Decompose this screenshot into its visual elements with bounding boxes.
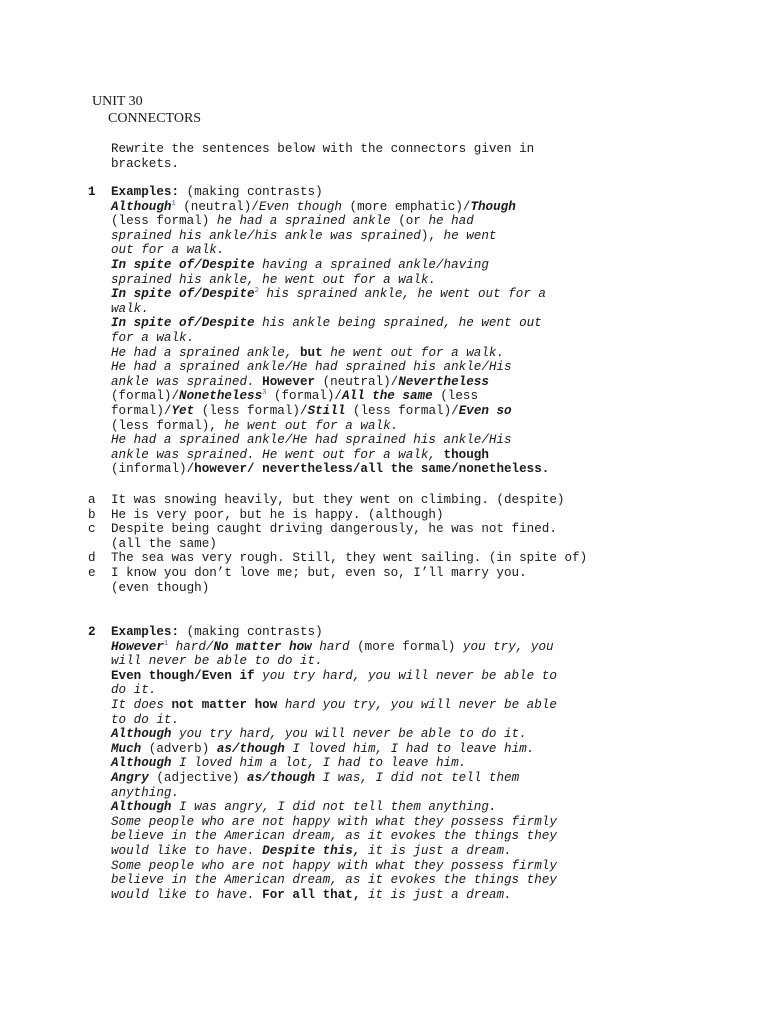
text-line: Examples: (making contrasts) <box>111 185 323 199</box>
text-line: Examples: (making contrasts) <box>111 625 323 639</box>
text-line: ankle was sprained. He went out for a walk, though <box>111 447 489 462</box>
exercise-list <box>88 493 608 595</box>
text-line: It does not matter how hard you try, you will never be able <box>111 697 557 712</box>
section-2-examples <box>111 625 608 902</box>
exercise-item <box>88 522 608 551</box>
text-line: sprained his ankle, he went out for a walk. <box>111 272 436 287</box>
text-line: He had a sprained ankle/He had sprained his ankle/His <box>111 433 512 448</box>
text-line: Even though/Even if you try hard, you will never be able to <box>111 668 557 683</box>
text-line: brackets. <box>111 156 180 171</box>
text-line: In spite of/Despite$^2$ his sprained ankle, he went out for a <box>111 286 546 302</box>
text-line: (formal)/Nonetheless$^3$ (formal)/All the same (less <box>111 389 479 404</box>
text-line: Despite being caught driving dangerously, he was not fined. <box>111 522 557 537</box>
text-line: It was snowing heavily, but they went on climbing. (despite) <box>111 493 565 507</box>
text-line: would like to have. For all that, it is just a dream. <box>111 887 512 902</box>
exercise-item <box>88 566 608 595</box>
exercise-letter: e <box>88 565 96 580</box>
text-line: walk. <box>111 301 149 316</box>
exercise-text <box>111 566 608 595</box>
text-line: He is very poor, but he is happy. (although) <box>111 507 444 522</box>
exercise-letter: b <box>88 507 96 522</box>
exercise-text <box>111 551 608 566</box>
text-line: to do it. <box>111 712 180 727</box>
text-line: Although you try hard, you will never be able to do it. <box>111 727 527 742</box>
text-line: believe in the American dream, as it evokes the things they <box>111 873 557 888</box>
text-line: Much (adverb) as/though I loved him, I had to leave him. <box>111 741 535 756</box>
section-number: 1 <box>88 185 96 199</box>
instructions <box>111 142 591 171</box>
text-line: The sea was very rough. Still, they went sailing. (in spite of) <box>111 551 588 566</box>
exercise-text <box>111 522 608 551</box>
text-line: out for a walk. <box>111 243 225 258</box>
text-line: will never be able to do it. <box>111 654 323 669</box>
text-line: (less formal), he went out for a walk. <box>111 418 399 433</box>
text-line: would like to have. Despite this, it is just a dream. <box>111 843 512 858</box>
text-line: do it. <box>111 683 157 698</box>
text-line: He had a sprained ankle/He had sprained his ankle/His <box>111 360 512 375</box>
unit-heading: UNIT 30 <box>92 94 143 109</box>
text-line: In spite of/Despite having a sprained ankle/having <box>111 257 489 272</box>
text-line: (less formal) he had a sprained ankle (or he had <box>111 214 474 229</box>
text-line: (all the same) <box>111 536 217 551</box>
exercise-letter: c <box>88 522 96 537</box>
exercise-item <box>88 508 608 523</box>
page-title: CONNECTORS <box>108 111 202 126</box>
text-line: However$^1$ hard/No matter how hard (more formal) you try, you <box>111 639 554 654</box>
text-line: Angry (adjective) as/though I was, I did not tell them <box>111 770 520 785</box>
text-line: In spite of/Despite his ankle being sprained, he went out <box>111 316 542 331</box>
text-line: Although I was angry, I did not tell them anything. <box>111 800 497 815</box>
text-line: ankle was sprained. However (neutral)/Nevertheless <box>111 374 489 389</box>
text-line: formal)/Yet (less formal)/Still (less formal)/Even so <box>111 403 512 418</box>
text-line: Some people who are not happy with what they possess firmly <box>111 858 557 873</box>
text-line: for a walk. <box>111 330 195 345</box>
text-line: (even though) <box>111 580 210 595</box>
section-2 <box>88 625 608 902</box>
exercise-item <box>88 551 608 566</box>
text-line: Rewrite the sentences below with the connectors given in <box>111 142 535 156</box>
section-1-examples <box>111 185 608 477</box>
text-line: sprained his ankle/his ankle was sprained), he went <box>111 228 497 243</box>
exercise-text <box>111 508 608 523</box>
text-line: Although I loved him a lot, I had to leave him. <box>111 756 467 771</box>
section-1 <box>88 185 608 477</box>
text-line: He had a sprained ankle, but he went out for a walk. <box>111 345 505 360</box>
exercise-text <box>111 493 608 508</box>
text-line: believe in the American dream, as it evokes the things they <box>111 829 557 844</box>
text-line: I know you don’t love me; but, even so, I’ll marry you. <box>111 565 527 580</box>
text-line: anything. <box>111 785 180 800</box>
exercise-letter: d <box>88 551 96 566</box>
text-line: (informal)/however/ nevertheless/all the same/nonetheless. <box>111 462 550 477</box>
text-line: Some people who are not happy with what they possess firmly <box>111 814 557 829</box>
exercise-item <box>88 493 608 508</box>
exercise-letter: a <box>88 493 96 507</box>
section-number: 2 <box>88 625 96 639</box>
text-line: Although$^1$ (neutral)/Even though (more emphatic)/Though <box>111 199 516 214</box>
